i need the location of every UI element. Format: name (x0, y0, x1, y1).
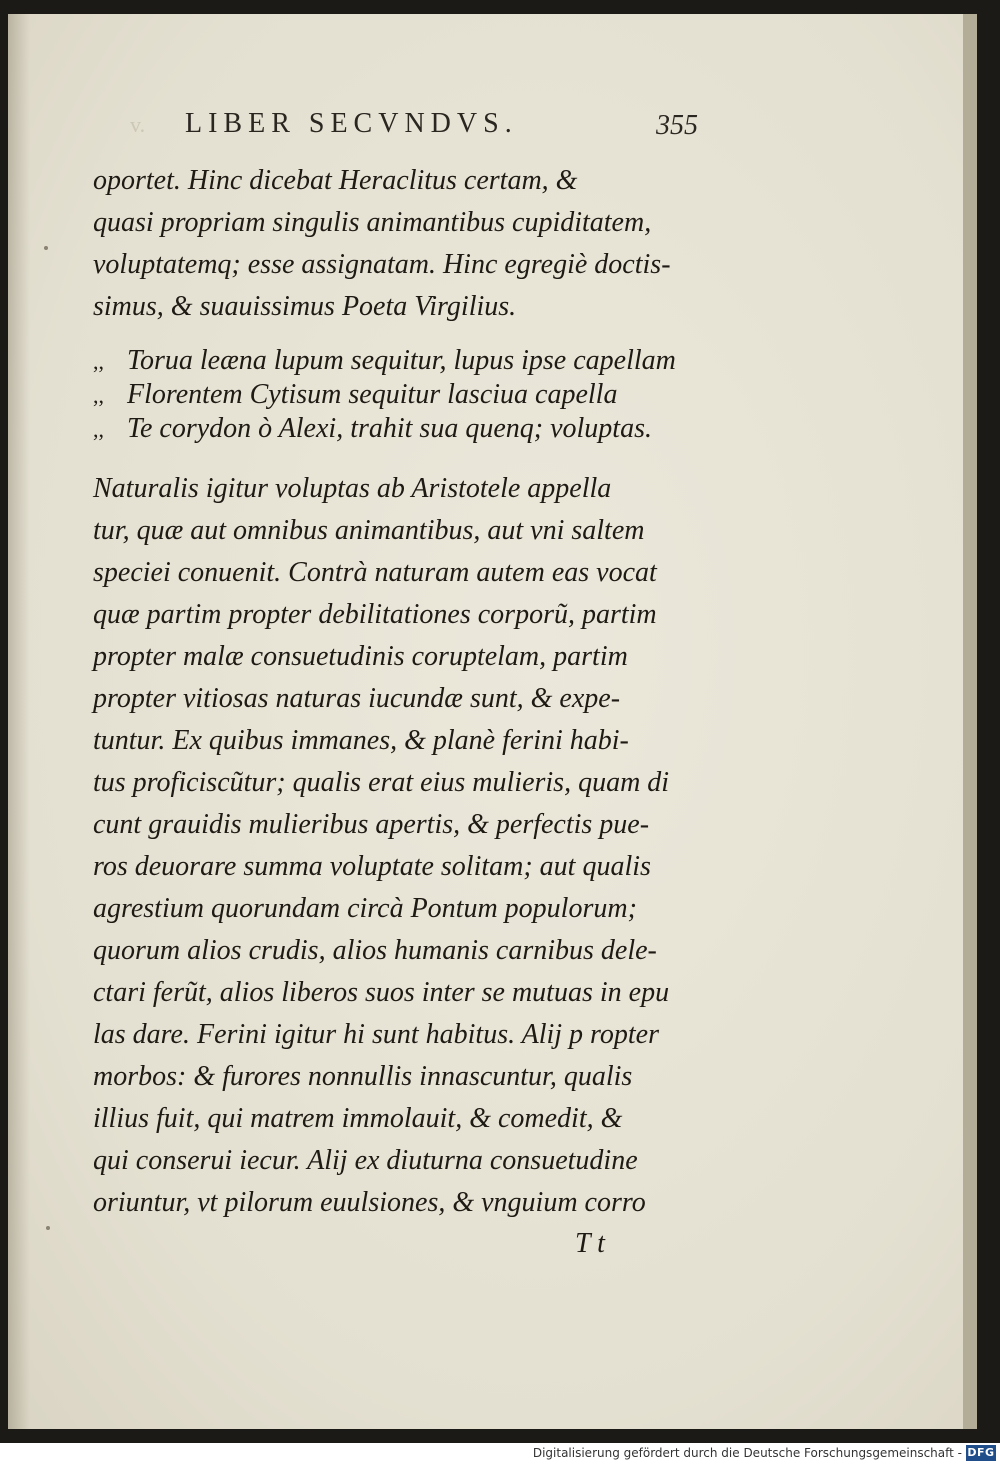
paragraph-1 (93, 160, 713, 328)
text-line: Naturalis igitur voluptas ab Aristotele appella (93, 473, 612, 504)
margin-speck (46, 1226, 50, 1230)
verse-quotation (93, 344, 713, 446)
margin-speck (44, 246, 48, 250)
text-line: propter vitiosas naturas iucundæ sunt, & expe- (93, 683, 621, 714)
verse-text: Te corydon ò Alexi, trahit sua quenq; voluptas. (127, 413, 652, 444)
text-line: agrestium quorundam circà Pontum populorum; (93, 893, 637, 924)
text-line: cunt grauidis mulieribus apertis, & perfectis pue- (93, 809, 650, 840)
text-line: morbos: & furores nonnullis innascuntur, qualis (93, 1061, 633, 1092)
page-header (130, 108, 698, 148)
text-line: simus, & suauissimus Poeta Virgilius. (93, 291, 517, 322)
text-line: quorum alios crudis, alios humanis carnibus dele- (93, 935, 657, 966)
text-line: illius fuit, qui matrem immolauit, & comedit, & (93, 1103, 623, 1134)
page-edge (963, 14, 977, 1429)
text-line: tuntur. Ex quibus immanes, & planè ferini habi- (93, 725, 629, 756)
catchword: T t (575, 1228, 605, 1259)
text-line: ctari ferũt, alios liberos suos inter se mutuas in epu (93, 977, 670, 1008)
dfg-logo[interactable]: DFG (967, 1446, 995, 1459)
footer-bar (0, 1443, 1000, 1465)
text-line: ros deuorare summa voluptate solitam; aut qualis (93, 851, 651, 882)
show-through-mark: v. (130, 112, 146, 137)
gutter-shadow (8, 14, 30, 1429)
text-line: voluptatemq; esse assignatam. Hinc egregiè doctis- (93, 249, 671, 280)
running-head: LIBER SECVNDVS. (185, 108, 518, 139)
text-line: speciei conuenit. Contrà naturam autem eas vocat (93, 557, 657, 588)
quotation-mark: ,, (93, 349, 104, 374)
text-line: qui conserui iecur. Alij ex diuturna consuetudine (93, 1145, 638, 1176)
text-line: tus proficiscũtur; qualis erat eius mulieris, quam di (93, 767, 670, 798)
text-line: oriuntur, vt pilorum euulsiones, & vnguium corro (93, 1187, 646, 1218)
text-line: tur, quæ aut omnibus animantibus, aut vni saltem (93, 515, 645, 546)
text-line: quæ partim propter debilitationes corporũ, partim (93, 599, 657, 630)
text-line: quasi propriam singulis animantibus cupiditatem, (93, 207, 652, 238)
verse-text: Florentem Cytisum sequitur lasciua capella (127, 379, 618, 410)
paragraph-2 (93, 468, 713, 1224)
text-block (93, 160, 713, 1224)
page-number: 355 (656, 110, 698, 141)
quotation-mark: ,, (93, 417, 104, 442)
verse-line (93, 344, 713, 378)
text-line: oportet. Hinc dicebat Heraclitus certam, & (93, 165, 578, 196)
verse-line (93, 378, 713, 412)
verse-line (93, 412, 713, 446)
verse-text: Torua leæna lupum sequitur, lupus ipse capellam (127, 345, 676, 376)
text-line: las dare. Ferini igitur hi sunt habitus. Alij p ropter (93, 1019, 659, 1050)
funding-credit: Digitalisierung gefördert durch die Deutsche Forschungsgemeinschaft - (532, 1446, 962, 1460)
text-line: propter malæ consuetudinis coruptelam, partim (93, 641, 628, 672)
quotation-mark: ,, (93, 383, 104, 408)
